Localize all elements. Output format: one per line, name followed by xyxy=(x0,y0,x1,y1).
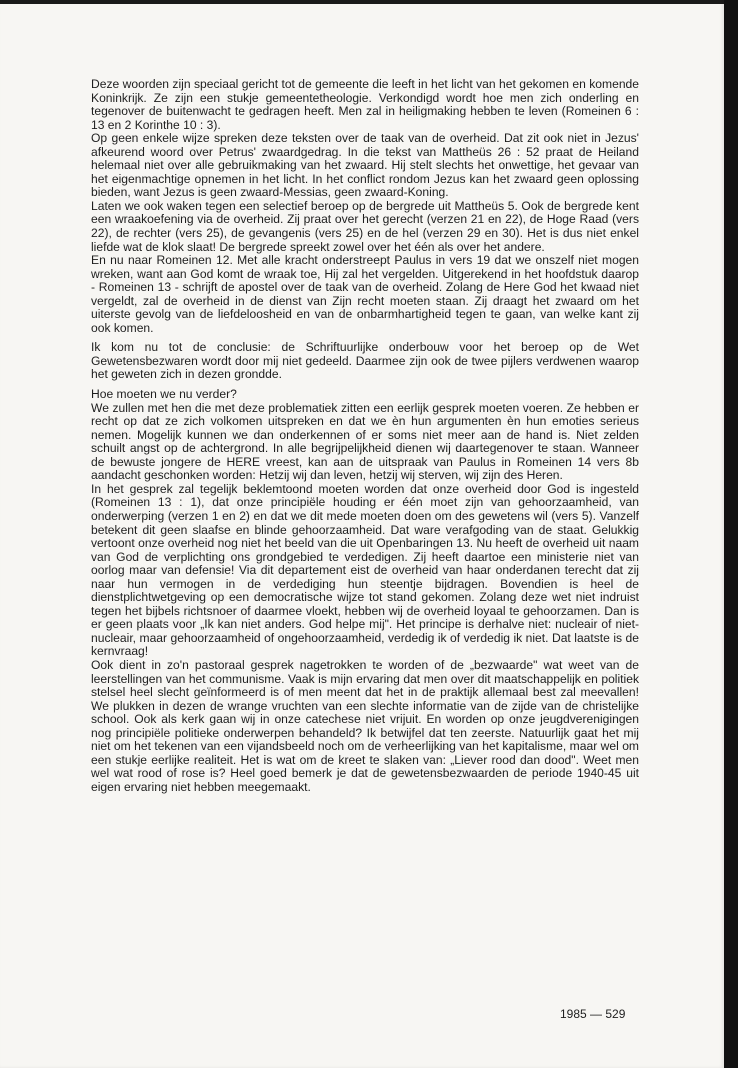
scan-right-edge xyxy=(724,0,738,1068)
paragraph: Ik kom nu tot de conclusie: de Schriftuurlijke onderbouw voor het beroep op de Wet Gewetensbezwaren wordt door mij niet gedeeld. Daarmee zijn ook de twee pijlers verdwenen waarop het geweten zich in dezen grondde. xyxy=(91,340,639,382)
paragraph: En nu naar Romeinen 12. Met alle kracht onderstreept Paulus in vers 19 dat we onszelf niet mogen wreken, want aan God komt de wraak toe, Hij zal het vergelden. Uitgerekend in het hoofdstuk daarop - Romeinen 13 - schrijft de apostel over de taak van de overheid. Zolang de Here God het kwaad niet vergeldt, zal de overheid in de dienst van Zijn recht moeten staan. Zij draagt het zwaard om het uiterste gevolg van de liefdeloosheid en van de onbarmhartigheid tegen te gaan, van welke kant zij ook komen. xyxy=(91,253,639,335)
paragraph: Op geen enkele wijze spreken deze teksten over de taak van de overheid. Dat zit ook niet in Jezus' afkeurend woord over Petrus' zwaardgedrag. In die tekst van Mattheüs 26 : 52 praat de Heiland helemaal niet over alle gebruikmaking van het zwaard. Hij stelt slechts het onwettige, het gevaar van het eigenmachtige opnemen in het licht. In het conflict rondom Jezus kan het zwaard geen oplossing bieden, want Jezus is geen zwaard-Messias, geen zwaard-Koning. xyxy=(91,131,639,200)
paragraph: We zullen met hen die met deze problematiek zitten een eerlijk gesprek moeten voeren. Ze hebben er recht op dat ze zich volkomen uitspreken en dat we èn hun argumenten èn hun emoties serieus nemen. Mogelijk kunnen we dan onderkennen of er soms niet meer aan de hand is. Niet zelden schuilt angst op de achtergrond. In alle begrijpelijkheid dienen wij daartegenover te staan. Wanneer de bewuste jongere de HERE vreest, kan aan de uitspraak van Paulus in Romeinen 14 vers 8b aandacht geschonken worden: Hetzij wij dan leven, hetzij wij sterven, wij zijn des Heren. xyxy=(91,400,639,483)
paragraph: Laten we ook waken tegen een selectief beroep op de bergrede uit Mattheüs 5. Ook de bergrede kent een wraakoefening via de overheid. Zij praat over het gerecht (verzen 21 en 22), de Hoge Raad (vers 22), de rechter (vers 25), de gevangenis (vers 25) en de hel (verzen 29 en 30). Het is dus niet enkel liefde wat de klok slaat! De bergrede spreekt zowel over het één als over het andere. xyxy=(91,198,639,254)
page-number: 1985 — 529 xyxy=(560,1007,626,1021)
article-body xyxy=(91,78,639,794)
paragraph: In het gesprek zal tegelijk beklemtoond moeten worden dat onze overheid door God is ingesteld (Romeinen 13 : 1), dat onze principiële houding er één moet zijn van gehoorzaamheid, van onderwerping (verzen 1 en 2) en dat we dit mede moeten doen om des gewetens wil (vers 5). Vanzelf betekent dit geen slaafse en blinde gehoorzaamheid. Dat ware verafgoding van de staat. Gelukkig vertoont onze overheid nog niet het beeld van die uit Openbaringen 13. Nu heeft de overheid uit naam van God de verplichting ons grondgebied te verdedigen. Zij heeft daartoe een ministerie niet van oorlog maar van defensie! Via dit departement eist de overheid van haar onderdanen terecht dat zij naar hun vermogen in de verdediging hun steentje bijdragen. Bovendien is heel de dienstplichtwetgeving op een democratische wijze tot stand gekomen. Zolang deze wet niet indruist tegen het bijbels richtsnoer of daarmee vloekt, hebben wij de overheid loyaal te gehoorzamen. Dan is er geen plaats voor „Ik kan niet anders. God helpe mij". Het principe is derhalve niet: nucleair of niet-nucleair, maar gehoorzaamheid of ongehoorzaamheid, verdedig ik of verdedig ik niet. Dat laatste is de kernvraag! xyxy=(91,481,639,659)
section-question: Hoe moeten we nu verder? xyxy=(91,387,237,402)
paragraph: Ook dient in zo'n pastoraal gesprek nagetrokken te worden of de „bezwaarde" wat weet van de leerstellingen van het communisme. Vaak is mijn ervaring dat men over dit maatschappelijk en politiek stelsel heel slecht geïnformeerd is of men meent dat het in de praktijk allemaal best zal meevallen! We plukken in dezen de wrange vruchten van een slechte informatie van de zijde van de christelijke school. Ook als kerk gaan wij in onze catechese niet vrijuit. En worden op onze jeugdverenigingen nog principiële politieke onderwerpen behandeld? Ik betwijfel dat ten zeerste. Natuurlijk gaat het mij niet om het tekenen van een vijandsbeeld noch om de verheerlijking van het kapitalisme, maar wel om een stukje eerlijke realiteit. Het is wat om de kreet te slaken van: „Liever rood dan dood". Weet men wel wat rood of rose is? Heel goed bemerk je dat de gewetensbezwaarden de periode 1940-45 uit eigen ervaring niet hebben meegemaakt. xyxy=(91,657,639,794)
scan-top-edge xyxy=(0,0,738,4)
paragraph: Deze woorden zijn speciaal gericht tot de gemeente die leeft in het licht van het gekomen en komende Koninkrijk. Ze zijn een stukje gemeentetheologie. Verkondigd wordt hoe men zich onderling en tegenover de buitenwacht te gedragen heeft. Men zal in heiligmaking hebben te leven (Romeinen 6 : 13 en 2 Korinthe 10 : 3). xyxy=(91,77,639,132)
